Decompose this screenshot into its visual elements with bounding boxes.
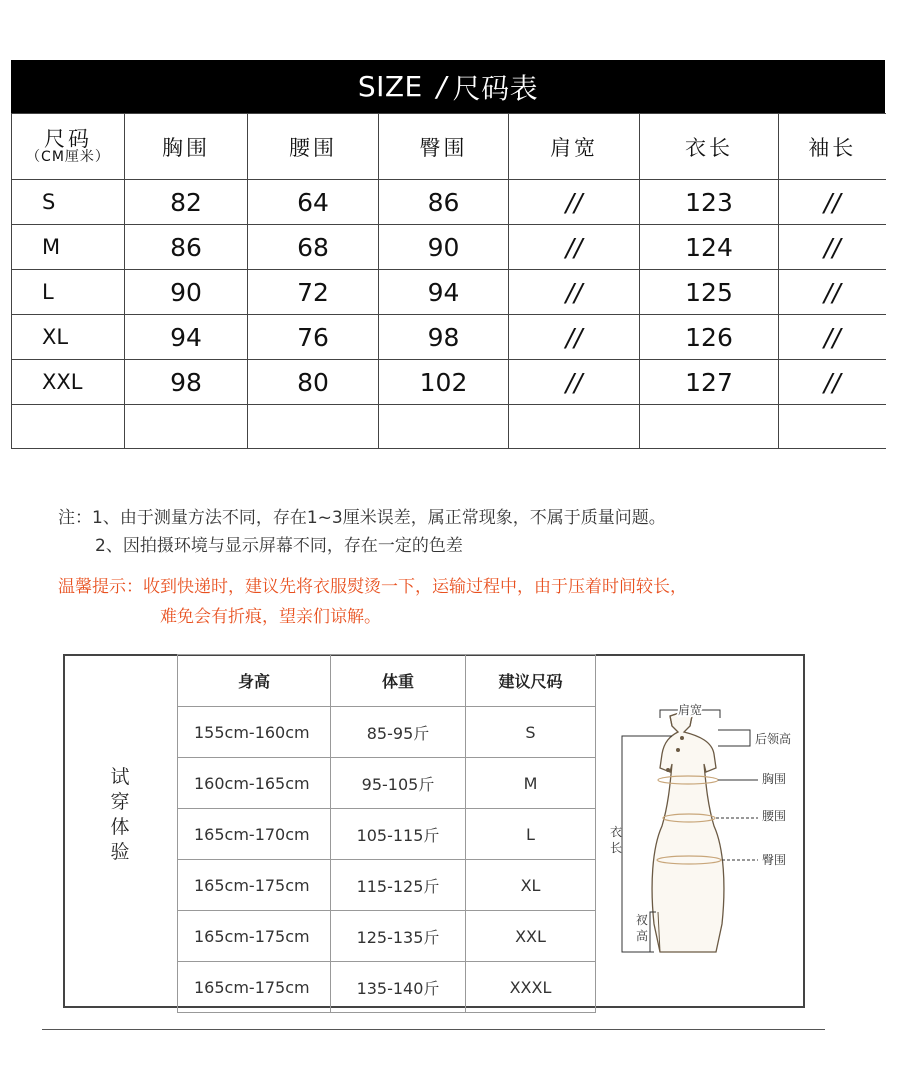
value-cell: 123	[640, 180, 779, 225]
height-cell: 165cm-175cm	[178, 962, 331, 1013]
table-row	[12, 315, 886, 360]
value-cell: 82	[125, 180, 248, 225]
height-cell: 165cm-175cm	[178, 911, 331, 962]
weight-cell: 125-135斤	[331, 911, 466, 962]
value-cell: 86	[125, 225, 248, 270]
size-title-slash: /	[436, 70, 447, 103]
empty-cell	[779, 405, 886, 449]
value-cell: 126	[640, 315, 779, 360]
weight-cell: 115-125斤	[331, 860, 466, 911]
empty-cell	[248, 405, 379, 449]
fit-row	[178, 707, 596, 758]
value-cell: 90	[125, 270, 248, 315]
size-cell: S	[12, 180, 125, 225]
fit-row	[178, 758, 596, 809]
fit-header-row	[178, 655, 596, 707]
back-collar-label: 后领高	[755, 732, 792, 746]
unit-label: （CM厘米）	[26, 149, 110, 166]
length-label-1: 衣	[610, 825, 623, 839]
value-cell: 94	[125, 315, 248, 360]
qipao-diagram	[600, 690, 805, 965]
value-cell: //	[779, 270, 886, 315]
value-cell: //	[509, 180, 640, 225]
slit-label-1: 衩	[636, 913, 649, 927]
column-header: 袖长	[779, 114, 886, 180]
size-label: 尺码	[44, 127, 92, 152]
bottom-divider	[42, 1029, 825, 1030]
value-cell: 86	[379, 180, 509, 225]
size-cell: XXL	[466, 911, 596, 962]
value-cell: 80	[248, 360, 379, 405]
column-header: 臀围	[379, 114, 509, 180]
size-chart-title	[11, 60, 885, 113]
value-cell: 76	[248, 315, 379, 360]
size-cell: L	[466, 809, 596, 860]
size-cell: S	[466, 707, 596, 758]
fit-title-char: 验	[110, 841, 130, 863]
empty-cell	[379, 405, 509, 449]
weight-cell: 135-140斤	[331, 962, 466, 1013]
tip-line-2: 难免会有折痕，望亲们谅解。	[160, 607, 381, 627]
empty-cell	[12, 405, 125, 449]
value-cell: //	[509, 360, 640, 405]
weight-cell: 95-105斤	[331, 758, 466, 809]
note-line-2: 2、因拍摄环境与显示屏幕不同，存在一定的色差	[95, 536, 463, 556]
size-title-cn: 尺码表	[452, 71, 539, 105]
size-cell: M	[466, 758, 596, 809]
size-cell: XXXL	[466, 962, 596, 1013]
value-cell: //	[509, 315, 640, 360]
empty-cell	[125, 405, 248, 449]
value-cell: //	[509, 270, 640, 315]
value-cell: //	[779, 360, 886, 405]
value-cell: 98	[125, 360, 248, 405]
value-cell: //	[779, 315, 886, 360]
size-cell: L	[12, 270, 125, 315]
column-header: 腰围	[248, 114, 379, 180]
value-cell: 98	[379, 315, 509, 360]
height-cell: 165cm-175cm	[178, 860, 331, 911]
weight-cell: 85-95斤	[331, 707, 466, 758]
value-cell: 94	[379, 270, 509, 315]
fit-title-char: 试	[110, 766, 130, 788]
weight-cell: 105-115斤	[331, 809, 466, 860]
value-cell: 64	[248, 180, 379, 225]
size-chart-header-row	[12, 114, 886, 180]
value-cell: 125	[640, 270, 779, 315]
size-chart-table	[11, 113, 886, 449]
size-title-en: SIZE	[357, 70, 423, 103]
table-row	[12, 180, 886, 225]
table-row	[12, 225, 886, 270]
size-cell: XXL	[12, 360, 125, 405]
column-header: 肩宽	[509, 114, 640, 180]
warm-tips	[58, 572, 687, 632]
size-cell: XL	[12, 315, 125, 360]
column-header: 衣长	[640, 114, 779, 180]
chest-label: 胸围	[762, 772, 787, 786]
table-row	[12, 360, 886, 405]
fit-row	[178, 860, 596, 911]
button-icon	[666, 768, 670, 772]
fit-row	[178, 809, 596, 860]
note-line-1: 注：1、由于测量方法不同，存在1~3厘米误差，属正常现象，不属于质量问题。	[58, 508, 666, 528]
button-icon	[676, 748, 680, 752]
value-cell: 68	[248, 225, 379, 270]
fit-header-weight: 体重	[331, 655, 466, 707]
fit-header-height: 身高	[178, 655, 331, 707]
table-row	[12, 270, 886, 315]
size-cell: M	[12, 225, 125, 270]
height-cell: 165cm-170cm	[178, 809, 331, 860]
value-cell: 102	[379, 360, 509, 405]
height-cell: 155cm-160cm	[178, 707, 331, 758]
fit-header-size: 建议尺码	[466, 655, 596, 707]
collar-bracket	[718, 730, 750, 746]
value-cell: 72	[248, 270, 379, 315]
dress-outline	[652, 712, 724, 952]
shoulder-label: 肩宽	[678, 703, 703, 717]
value-cell: //	[779, 180, 886, 225]
length-label-2: 长	[610, 841, 623, 855]
empty-row	[12, 405, 886, 449]
waist-label: 腰围	[762, 809, 787, 823]
value-cell: 127	[640, 360, 779, 405]
size-column-header	[12, 114, 125, 180]
tip-line-1: 温馨提示：收到快递时，建议先将衣服熨烫一下，运输过程中，由于压着时间较长，	[58, 577, 687, 597]
fit-row	[178, 962, 596, 1013]
fit-row	[178, 911, 596, 962]
height-cell: 160cm-165cm	[178, 758, 331, 809]
value-cell: 90	[379, 225, 509, 270]
column-header: 胸围	[125, 114, 248, 180]
value-cell: //	[779, 225, 886, 270]
empty-cell	[509, 405, 640, 449]
fit-title-char: 体	[110, 816, 130, 838]
value-cell: //	[509, 225, 640, 270]
fit-experience-title	[100, 765, 140, 865]
size-cell: XL	[466, 860, 596, 911]
slit-label-2: 高	[636, 929, 649, 943]
hip-label: 臀围	[762, 853, 787, 867]
value-cell: 124	[640, 225, 779, 270]
button-icon	[680, 736, 684, 740]
measurement-notes	[58, 504, 666, 560]
fit-title-char: 穿	[110, 791, 130, 813]
fit-table	[177, 654, 596, 1013]
empty-cell	[640, 405, 779, 449]
